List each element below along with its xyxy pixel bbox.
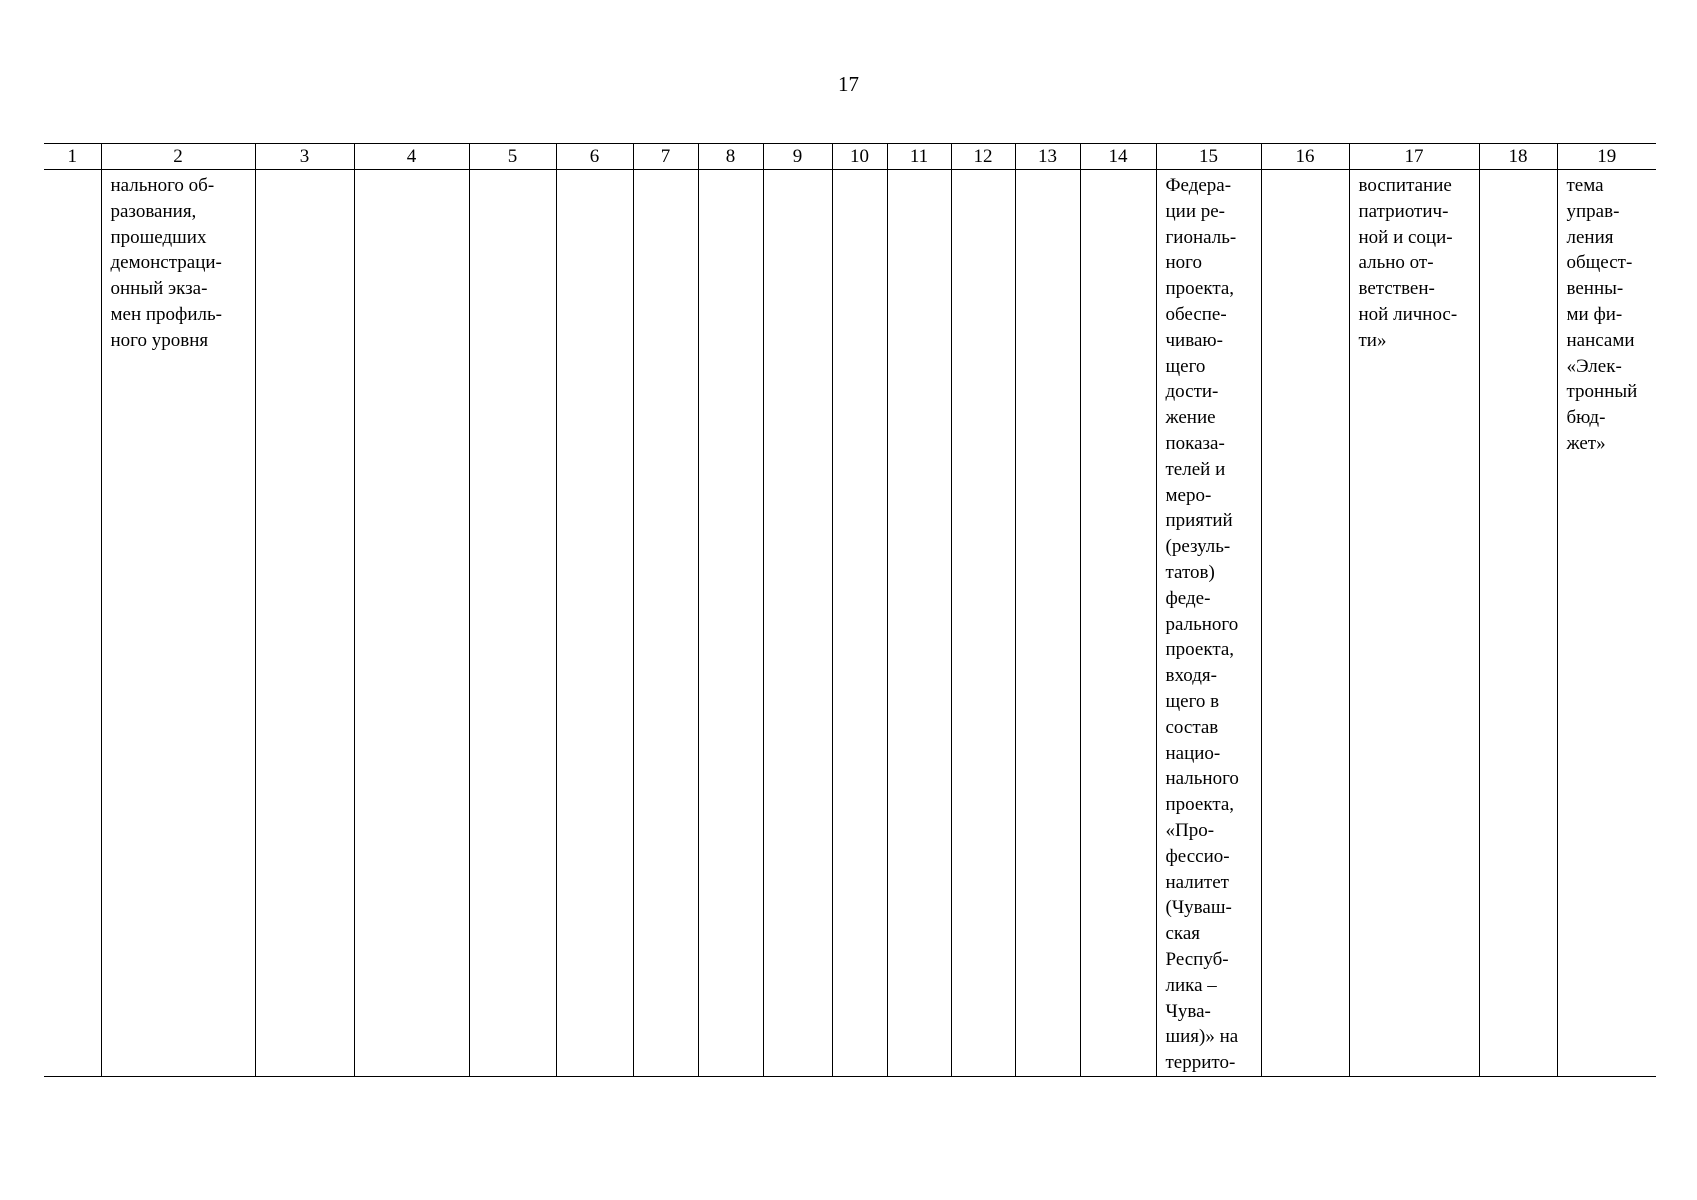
cell-text-line: «Про- [1165,819,1215,841]
cell-text-line: патриотич- [1358,200,1449,222]
column-header-2: 2 [101,144,255,170]
column-header-12: 12 [951,144,1015,170]
table-cell-col-12 [951,170,1015,1077]
cell-text-line: «Элек- [1566,355,1622,377]
cell-text-line: лика – [1165,974,1217,996]
cell-text-line: проекта, [1165,639,1235,661]
table-cell-col-9 [763,170,832,1077]
cell-text-line: ми фи- [1566,303,1623,325]
cell-text-line: рального [1165,613,1239,635]
cell-text-line: нансами [1566,329,1635,351]
cell-text-line: тема [1566,175,1604,196]
cell-text-line: жение [1165,407,1216,429]
cell-text-line: ально от- [1358,252,1434,274]
table-row [44,170,1656,1077]
cell-text-line: разования, [110,200,197,222]
table-header-row [44,144,1656,170]
cell-text-line: ления [1566,226,1614,248]
cell-text-line: управ- [1566,200,1620,222]
table-cell-col-10 [832,170,887,1077]
cell-text-line: чиваю- [1165,329,1223,351]
table-cell-col-18 [1479,170,1557,1077]
table-cell-col-2 [101,170,255,1077]
table-cell-col-3 [255,170,354,1077]
column-header-19: 19 [1557,144,1656,170]
cell-text-line: щего в [1165,690,1220,712]
table-cell-col-16 [1261,170,1349,1077]
table-cell-col-8 [698,170,763,1077]
column-header-5: 5 [469,144,556,170]
table-cell-col-13 [1015,170,1080,1077]
cell-text-line: обеспе- [1165,303,1227,325]
column-header-7: 7 [633,144,698,170]
cell-text-line: мен профиль- [110,303,222,325]
cell-text-line: ти» [1358,329,1387,351]
table-cell-col-19 [1557,170,1656,1077]
cell-text-line: телей и [1165,458,1226,480]
table-cell-col-6 [556,170,633,1077]
cell-text-line: ной и соци- [1358,226,1453,248]
cell-text-line: нального об- [110,175,215,196]
cell-text-line: феде- [1165,587,1211,609]
cell-text-line: прошедших [110,226,207,248]
table-cell-col-7 [633,170,698,1077]
cell-text-line: ной личнос- [1358,303,1458,325]
cell-text-line: фессио- [1165,845,1230,867]
cell-text-line: нального [1165,768,1239,790]
cell-text-line: Федера- [1165,175,1232,196]
column-header-15: 15 [1156,144,1261,170]
cell-text-line: ного уровня [110,329,209,351]
cell-text-line: общест- [1566,252,1633,274]
column-header-1: 1 [44,144,101,170]
cell-text-line: щего [1165,355,1206,377]
column-header-13: 13 [1015,144,1080,170]
cell-text-line: бюд- [1566,407,1606,429]
cell-text-line: демонстраци- [110,252,222,274]
column-header-14: 14 [1080,144,1156,170]
column-header-8: 8 [698,144,763,170]
cell-text-line: тронный [1566,381,1638,403]
cell-text-line: дости- [1165,381,1219,403]
cell-text-line: нацио- [1165,742,1221,764]
table-cell-col-17 [1349,170,1479,1077]
table-cell-col-1 [44,170,101,1077]
cell-text-line: меро- [1165,484,1212,506]
cell-text-line: террито- [1165,1052,1236,1074]
table-cell-col-15 [1156,170,1261,1077]
cell-text-line: венны- [1566,278,1624,300]
cell-text-line: шия)» на [1165,1026,1239,1048]
table-cell-col-14 [1080,170,1156,1077]
cell-text-line: гиональ- [1165,226,1237,248]
cell-text-line: проекта, [1165,794,1235,816]
cell-text-line: входя- [1165,665,1217,687]
column-header-9: 9 [763,144,832,170]
column-header-11: 11 [887,144,951,170]
cell-text-line: ции ре- [1165,200,1226,222]
column-header-10: 10 [832,144,887,170]
column-header-17: 17 [1349,144,1479,170]
column-header-16: 16 [1261,144,1349,170]
cell-text-line: онный экза- [110,278,208,300]
cell-text-line: состав [1165,716,1219,738]
table-cell-col-5 [469,170,556,1077]
cell-text-line: проекта, [1165,278,1235,300]
table-cell-col-4 [354,170,469,1077]
cell-text-line: (резуль- [1165,536,1231,558]
cell-text-line: жет» [1566,432,1606,454]
cell-text-line: показа- [1165,432,1225,454]
cell-text-line: налитет [1165,871,1229,893]
cell-text-line: ного [1165,252,1202,274]
column-header-4: 4 [354,144,469,170]
column-header-3: 3 [255,144,354,170]
column-header-18: 18 [1479,144,1557,170]
cell-text-line: (Чуваш- [1165,897,1232,919]
cell-text-line: Чува- [1165,1000,1211,1022]
cell-text-line: воспитание [1358,175,1452,196]
data-table [44,143,1656,1077]
page-number: 17 [838,72,859,96]
cell-text-line: приятий [1165,510,1233,532]
column-header-6: 6 [556,144,633,170]
cell-text-line: Респуб- [1165,948,1229,970]
cell-text-line: ветствен- [1358,278,1435,300]
table-cell-col-11 [887,170,951,1077]
cell-text-line: татов) [1165,561,1215,583]
cell-text-line: ская [1165,923,1201,945]
